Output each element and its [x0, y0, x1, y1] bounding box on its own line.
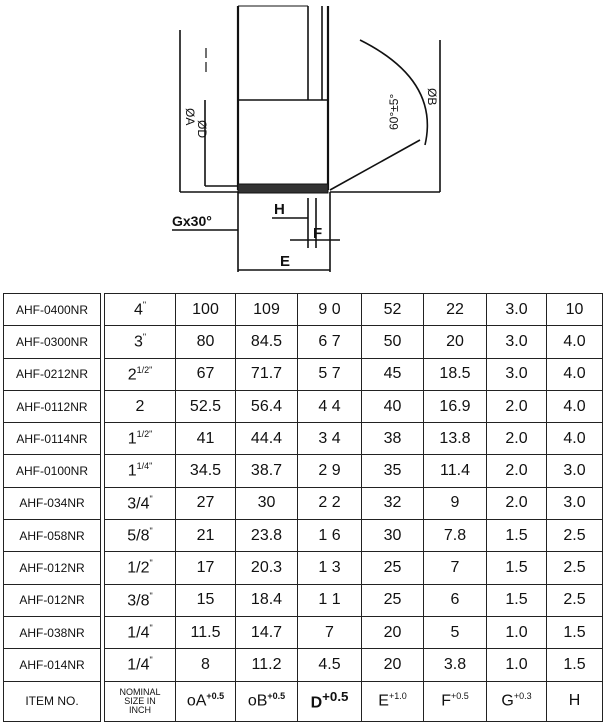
- value-A: 100: [176, 294, 236, 326]
- header-item: ITEM NO.: [4, 681, 101, 721]
- value-B: 109: [236, 294, 298, 326]
- value-F: 6: [424, 584, 487, 616]
- header-size-line: NOMINAL: [119, 686, 161, 697]
- header-D: [298, 681, 362, 721]
- header-F: [424, 681, 487, 721]
- value-F: 22: [424, 294, 487, 326]
- value-B: 23.8: [236, 520, 298, 552]
- value-E: 20: [362, 649, 424, 681]
- value-E: 50: [362, 326, 424, 358]
- label-F: F: [313, 225, 323, 242]
- value-D: 1 3: [298, 552, 362, 584]
- header-row: [4, 681, 603, 721]
- value-G: 2.0: [487, 455, 547, 487]
- size-value: 4: [133, 301, 143, 319]
- value-F: 11.4: [424, 455, 487, 487]
- label-oB: ØB: [425, 88, 439, 106]
- size-value: 1: [127, 462, 137, 480]
- table-row: [4, 358, 603, 390]
- header-E-symbol: E: [378, 692, 389, 710]
- value-H: 4.0: [547, 390, 603, 422]
- label-oA: ØA: [183, 108, 197, 126]
- value-F: 20: [424, 326, 487, 358]
- value-H: 1.5: [547, 649, 603, 681]
- header-G: [487, 681, 547, 721]
- value-D: 1 6: [298, 520, 362, 552]
- table-row: [4, 455, 603, 487]
- value-H: 4.0: [547, 358, 603, 390]
- item-cell: AHF-038NR: [4, 616, 101, 648]
- value-G: 3.0: [487, 358, 547, 390]
- value-G: 3.0: [487, 326, 547, 358]
- size-fraction: ": [149, 622, 153, 633]
- label-H: H: [274, 201, 285, 218]
- value-D: 4.5: [298, 649, 362, 681]
- header-H: [547, 681, 603, 721]
- header-G-tolerance: +0.3: [513, 691, 532, 702]
- value-A: 34.5: [176, 455, 236, 487]
- value-D: 7: [298, 616, 362, 648]
- value-G: 1.0: [487, 616, 547, 648]
- header-B-tolerance: +0.5: [267, 691, 286, 702]
- size-fraction: 1/2": [136, 429, 153, 440]
- header-size-line: INCH: [129, 704, 151, 715]
- size-value: 3/4: [127, 495, 150, 513]
- value-E: 25: [362, 584, 424, 616]
- header-A-symbol: oA: [186, 692, 207, 710]
- value-A: 52.5: [176, 390, 236, 422]
- header-B-symbol: oB: [247, 692, 268, 710]
- item-cell: AHF-0112NR: [4, 390, 101, 422]
- value-B: 71.7: [236, 358, 298, 390]
- value-D: 5 7: [298, 358, 362, 390]
- value-E: 30: [362, 520, 424, 552]
- header-size: [105, 681, 176, 721]
- size-fraction: 1/4": [136, 461, 153, 472]
- size-value: 3/8: [127, 591, 150, 609]
- value-E: 45: [362, 358, 424, 390]
- value-F: 13.8: [424, 423, 487, 455]
- value-E: 35: [362, 455, 424, 487]
- value-F: 18.5: [424, 358, 487, 390]
- item-cell: AHF-0114NR: [4, 423, 101, 455]
- value-B: 56.4: [236, 390, 298, 422]
- value-H: 4.0: [547, 326, 603, 358]
- value-G: 2.0: [487, 487, 547, 519]
- value-A: 8: [176, 649, 236, 681]
- value-A: 41: [176, 423, 236, 455]
- angle-dimension: [330, 40, 440, 192]
- size-value: 5/8: [127, 527, 150, 545]
- value-F: 7.8: [424, 520, 487, 552]
- table-row: [4, 552, 603, 584]
- value-F: 5: [424, 616, 487, 648]
- table-row: [4, 326, 603, 358]
- value-A: 80: [176, 326, 236, 358]
- size-value: 1/4: [127, 624, 150, 642]
- value-H: 10: [547, 294, 603, 326]
- size-cell: [105, 326, 176, 358]
- value-B: 14.7: [236, 616, 298, 648]
- item-cell: AHF-0300NR: [4, 326, 101, 358]
- table-row: [4, 487, 603, 519]
- label-oD: ØD: [195, 120, 209, 138]
- value-H: 2.5: [547, 584, 603, 616]
- size-cell: [105, 520, 176, 552]
- value-E: 40: [362, 390, 424, 422]
- table-row: [4, 649, 603, 681]
- item-cell: AHF-012NR: [4, 584, 101, 616]
- item-cell: AHF-0100NR: [4, 455, 101, 487]
- size-cell: [105, 455, 176, 487]
- size-value: 1: [127, 430, 137, 448]
- value-E: 25: [362, 552, 424, 584]
- item-cell: AHF-058NR: [4, 520, 101, 552]
- table-row: [4, 423, 603, 455]
- seat-band: [238, 184, 328, 193]
- value-E: 20: [362, 616, 424, 648]
- size-cell: [105, 649, 176, 681]
- size-cell: [105, 423, 176, 455]
- header-G-symbol: G: [501, 692, 514, 710]
- size-cell: [105, 390, 176, 422]
- value-B: 18.4: [236, 584, 298, 616]
- size-value: 1/4: [127, 656, 150, 674]
- value-D: 4 4: [298, 390, 362, 422]
- size-cell: [105, 552, 176, 584]
- size-fraction: 1/2": [136, 364, 153, 375]
- value-H: 1.5: [547, 616, 603, 648]
- header-E: [362, 681, 424, 721]
- value-B: 20.3: [236, 552, 298, 584]
- size-cell: [105, 487, 176, 519]
- value-F: 7: [424, 552, 487, 584]
- size-value: 1/2: [127, 559, 150, 577]
- value-A: 15: [176, 584, 236, 616]
- size-cell: [105, 358, 176, 390]
- header-F-tolerance: +0.5: [451, 691, 469, 702]
- value-A: 21: [176, 520, 236, 552]
- size-cell: [105, 294, 176, 326]
- value-E: 38: [362, 423, 424, 455]
- value-D: 2 9: [298, 455, 362, 487]
- value-A: 27: [176, 487, 236, 519]
- value-F: 16.9: [424, 390, 487, 422]
- pipe-body: [238, 6, 328, 190]
- item-cell: AHF-0212NR: [4, 358, 101, 390]
- value-H: 3.0: [547, 487, 603, 519]
- technical-drawing: [0, 0, 616, 290]
- value-G: 1.5: [487, 584, 547, 616]
- spec-table: [3, 293, 603, 722]
- value-D: 3 4: [298, 423, 362, 455]
- value-E: 32: [362, 487, 424, 519]
- item-cell: AHF-012NR: [4, 552, 101, 584]
- item-cell: AHF-0400NR: [4, 294, 101, 326]
- value-H: 4.0: [547, 423, 603, 455]
- value-A: 17: [176, 552, 236, 584]
- table-row: [4, 390, 603, 422]
- value-D: 6 7: [298, 326, 362, 358]
- table-row: [4, 584, 603, 616]
- size-cell: [105, 616, 176, 648]
- value-B: 38.7: [236, 455, 298, 487]
- value-F: 3.8: [424, 649, 487, 681]
- header-D-symbol: D: [310, 694, 323, 712]
- header-D-tolerance: +0.5: [322, 689, 349, 705]
- label-angle: 60°±5°: [387, 93, 401, 130]
- value-G: 1.5: [487, 552, 547, 584]
- value-H: 2.5: [547, 552, 603, 584]
- value-D: 2 2: [298, 487, 362, 519]
- value-E: 52: [362, 294, 424, 326]
- value-D: 9 0: [298, 294, 362, 326]
- label-E: E: [280, 253, 291, 270]
- table-row: [4, 520, 603, 552]
- header-H-symbol: H: [568, 692, 581, 710]
- value-D: 1 1: [298, 584, 362, 616]
- header-A: [176, 681, 236, 721]
- header-size-line: SIZE IN: [124, 695, 156, 706]
- value-B: 11.2: [236, 649, 298, 681]
- value-B: 84.5: [236, 326, 298, 358]
- value-A: 67: [176, 358, 236, 390]
- value-F: 9: [424, 487, 487, 519]
- item-cell: AHF-034NR: [4, 487, 101, 519]
- value-G: 2.0: [487, 423, 547, 455]
- table-row: [4, 616, 603, 648]
- size-fraction: ": [149, 493, 153, 504]
- value-B: 30: [236, 487, 298, 519]
- item-cell: AHF-014NR: [4, 649, 101, 681]
- table-row: [4, 294, 603, 326]
- label-chamfer: Gx30°: [172, 213, 212, 229]
- header-A-tolerance: +0.5: [206, 691, 225, 702]
- size-fraction: ": [149, 526, 153, 537]
- size-fraction: ": [142, 299, 147, 310]
- header-F-symbol: F: [441, 692, 451, 710]
- value-G: 3.0: [487, 294, 547, 326]
- value-H: 3.0: [547, 455, 603, 487]
- size-fraction: ": [149, 558, 153, 569]
- size-fraction: ": [149, 655, 153, 666]
- size-value: 2: [127, 365, 137, 383]
- size-fraction: ": [142, 332, 147, 343]
- value-G: 1.0: [487, 649, 547, 681]
- value-G: 2.0: [487, 390, 547, 422]
- value-A: 11.5: [176, 616, 236, 648]
- size-value: 2: [135, 397, 145, 415]
- header-B: [236, 681, 298, 721]
- size-fraction: ": [149, 590, 153, 601]
- value-B: 44.4: [236, 423, 298, 455]
- header-E-tolerance: +1.0: [388, 691, 407, 702]
- size-cell: [105, 584, 176, 616]
- value-H: 2.5: [547, 520, 603, 552]
- size-value: 3: [133, 333, 143, 351]
- value-G: 1.5: [487, 520, 547, 552]
